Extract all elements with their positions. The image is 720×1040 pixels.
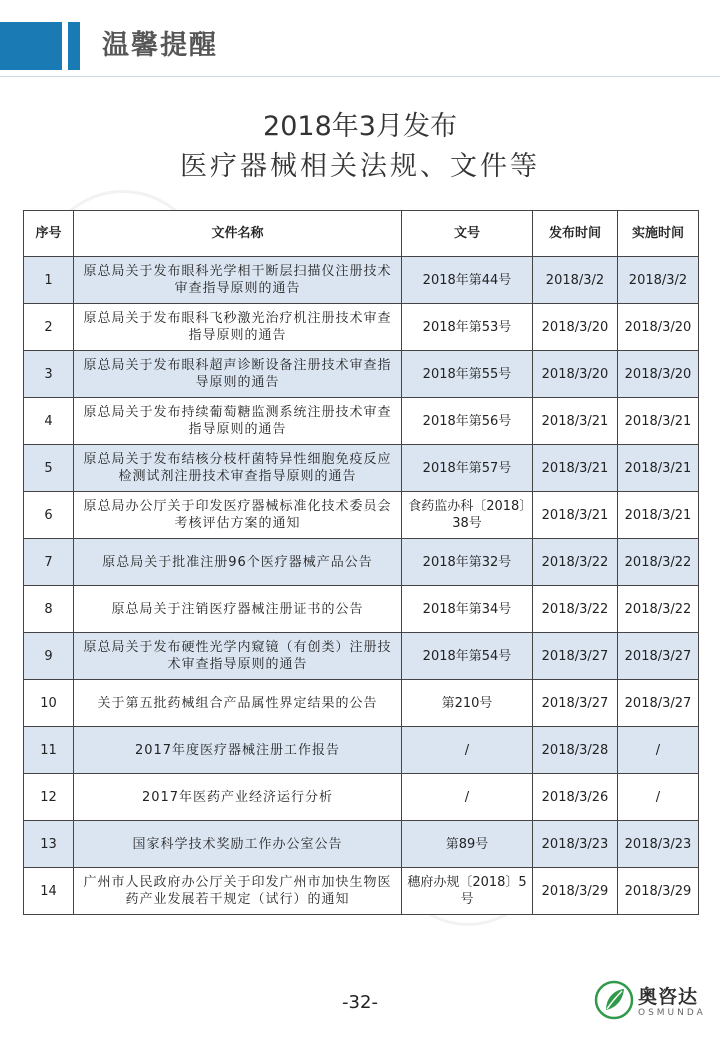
cell-no: 2 bbox=[24, 304, 74, 351]
documents-table bbox=[23, 210, 699, 915]
cell-publish-date: 2018/3/23 bbox=[533, 821, 618, 868]
cell-publish-date: 2018/3/21 bbox=[533, 445, 618, 492]
cell-doc-number: 2018年第34号 bbox=[402, 586, 533, 633]
cell-doc-number: 2018年第54号 bbox=[402, 633, 533, 680]
table-row bbox=[24, 633, 699, 680]
cell-effective-date: 2018/3/21 bbox=[618, 398, 699, 445]
table-row bbox=[24, 727, 699, 774]
cell-doc-number: 穗府办规〔2018〕5号 bbox=[402, 868, 533, 915]
column-header-doc-number: 文号 bbox=[402, 211, 533, 257]
cell-name: 原总局关于发布眼科超声诊断设备注册技术审查指导原则的通告 bbox=[74, 351, 402, 398]
table-row bbox=[24, 821, 699, 868]
logo-text-cn: 奥咨达 bbox=[638, 986, 699, 1008]
cell-doc-number: 第89号 bbox=[402, 821, 533, 868]
cell-no: 10 bbox=[24, 680, 74, 727]
cell-doc-number: 2018年第53号 bbox=[402, 304, 533, 351]
table-row bbox=[24, 257, 699, 304]
cell-effective-date: 2018/3/21 bbox=[618, 492, 699, 539]
table-header-row bbox=[24, 211, 699, 257]
cell-publish-date: 2018/3/20 bbox=[533, 304, 618, 351]
cell-doc-number: 2018年第44号 bbox=[402, 257, 533, 304]
cell-effective-date: 2018/3/20 bbox=[618, 351, 699, 398]
cell-name: 原总局关于发布结核分枝杆菌特异性细胞免疫反应检测试剂注册技术审查指导原则的通告 bbox=[74, 445, 402, 492]
table-row bbox=[24, 445, 699, 492]
cell-effective-date: 2018/3/27 bbox=[618, 633, 699, 680]
cell-name: 原总局办公厅关于印发医疗器械标准化技术委员会考核评估方案的通知 bbox=[74, 492, 402, 539]
cell-publish-date: 2018/3/26 bbox=[533, 774, 618, 821]
cell-effective-date: / bbox=[618, 774, 699, 821]
cell-doc-number: 第210号 bbox=[402, 680, 533, 727]
cell-name: 2017年医药产业经济运行分析 bbox=[74, 774, 402, 821]
cell-effective-date: 2018/3/22 bbox=[618, 539, 699, 586]
cell-name: 原总局关于发布硬性光学内窥镜（有创类）注册技术审查指导原则的通告 bbox=[74, 633, 402, 680]
cell-no: 8 bbox=[24, 586, 74, 633]
cell-name: 广州市人民政府办公厅关于印发广州市加快生物医药产业发展若干规定（试行）的通知 bbox=[74, 868, 402, 915]
cell-publish-date: 2018/3/2 bbox=[533, 257, 618, 304]
cell-publish-date: 2018/3/28 bbox=[533, 727, 618, 774]
cell-publish-date: 2018/3/21 bbox=[533, 492, 618, 539]
table-row bbox=[24, 680, 699, 727]
page-number: -32- bbox=[342, 992, 378, 1013]
header-accent-block bbox=[0, 22, 62, 70]
cell-name: 原总局关于发布持续葡萄糖监测系统注册技术审查指导原则的通告 bbox=[74, 398, 402, 445]
cell-effective-date: 2018/3/29 bbox=[618, 868, 699, 915]
cell-doc-number: 2018年第55号 bbox=[402, 351, 533, 398]
column-header-no: 序号 bbox=[24, 211, 74, 257]
cell-no: 4 bbox=[24, 398, 74, 445]
cell-doc-number: 2018年第57号 bbox=[402, 445, 533, 492]
cell-effective-date: / bbox=[618, 727, 699, 774]
page-title-line1: 2018年3月发布 bbox=[263, 111, 457, 142]
cell-effective-date: 2018/3/22 bbox=[618, 586, 699, 633]
table-row bbox=[24, 586, 699, 633]
column-header-name: 文件名称 bbox=[74, 211, 402, 257]
table-row bbox=[24, 351, 699, 398]
cell-no: 11 bbox=[24, 727, 74, 774]
cell-publish-date: 2018/3/29 bbox=[533, 868, 618, 915]
table-row bbox=[24, 398, 699, 445]
cell-publish-date: 2018/3/21 bbox=[533, 398, 618, 445]
cell-doc-number: 2018年第32号 bbox=[402, 539, 533, 586]
cell-name: 原总局关于批准注册96个医疗器械产品公告 bbox=[74, 539, 402, 586]
cell-no: 14 bbox=[24, 868, 74, 915]
table-row bbox=[24, 774, 699, 821]
cell-name: 国家科学技术奖励工作办公室公告 bbox=[74, 821, 402, 868]
cell-no: 1 bbox=[24, 257, 74, 304]
cell-doc-number: / bbox=[402, 774, 533, 821]
cell-no: 12 bbox=[24, 774, 74, 821]
cell-no: 13 bbox=[24, 821, 74, 868]
cell-publish-date: 2018/3/22 bbox=[533, 539, 618, 586]
cell-publish-date: 2018/3/22 bbox=[533, 586, 618, 633]
cell-effective-date: 2018/3/27 bbox=[618, 680, 699, 727]
cell-no: 5 bbox=[24, 445, 74, 492]
header-title: 温馨提醒 bbox=[102, 30, 218, 61]
cell-effective-date: 2018/3/2 bbox=[618, 257, 699, 304]
cell-no: 6 bbox=[24, 492, 74, 539]
table-row bbox=[24, 304, 699, 351]
column-header-publish-date: 发布时间 bbox=[533, 211, 618, 257]
cell-doc-number: 食药监办科〔2018〕38号 bbox=[402, 492, 533, 539]
cell-name: 原总局关于发布眼科飞秒激光治疗机注册技术审查指导原则的通告 bbox=[74, 304, 402, 351]
leaf-logo-icon bbox=[594, 980, 634, 1020]
page-title-line2: 医疗器械相关法规、文件等 bbox=[180, 151, 540, 182]
cell-doc-number: 2018年第56号 bbox=[402, 398, 533, 445]
cell-publish-date: 2018/3/27 bbox=[533, 680, 618, 727]
cell-name: 关于第五批药械组合产品属性界定结果的公告 bbox=[74, 680, 402, 727]
cell-effective-date: 2018/3/20 bbox=[618, 304, 699, 351]
header-accent-stripe bbox=[68, 22, 80, 70]
cell-publish-date: 2018/3/27 bbox=[533, 633, 618, 680]
column-header-effective-date: 实施时间 bbox=[618, 211, 699, 257]
cell-no: 3 bbox=[24, 351, 74, 398]
cell-doc-number: / bbox=[402, 727, 533, 774]
cell-name: 原总局关于发布眼科光学相干断层扫描仪注册技术审查指导原则的通告 bbox=[74, 257, 402, 304]
cell-effective-date: 2018/3/21 bbox=[618, 445, 699, 492]
cell-no: 9 bbox=[24, 633, 74, 680]
table-row bbox=[24, 868, 699, 915]
cell-effective-date: 2018/3/23 bbox=[618, 821, 699, 868]
cell-name: 2017年度医疗器械注册工作报告 bbox=[74, 727, 402, 774]
header-divider bbox=[0, 76, 720, 77]
cell-no: 7 bbox=[24, 539, 74, 586]
table-row bbox=[24, 492, 699, 539]
logo-text-en: OSMUNDA bbox=[638, 1008, 706, 1018]
table-row bbox=[24, 539, 699, 586]
cell-publish-date: 2018/3/20 bbox=[533, 351, 618, 398]
cell-name: 原总局关于注销医疗器械注册证书的公告 bbox=[74, 586, 402, 633]
